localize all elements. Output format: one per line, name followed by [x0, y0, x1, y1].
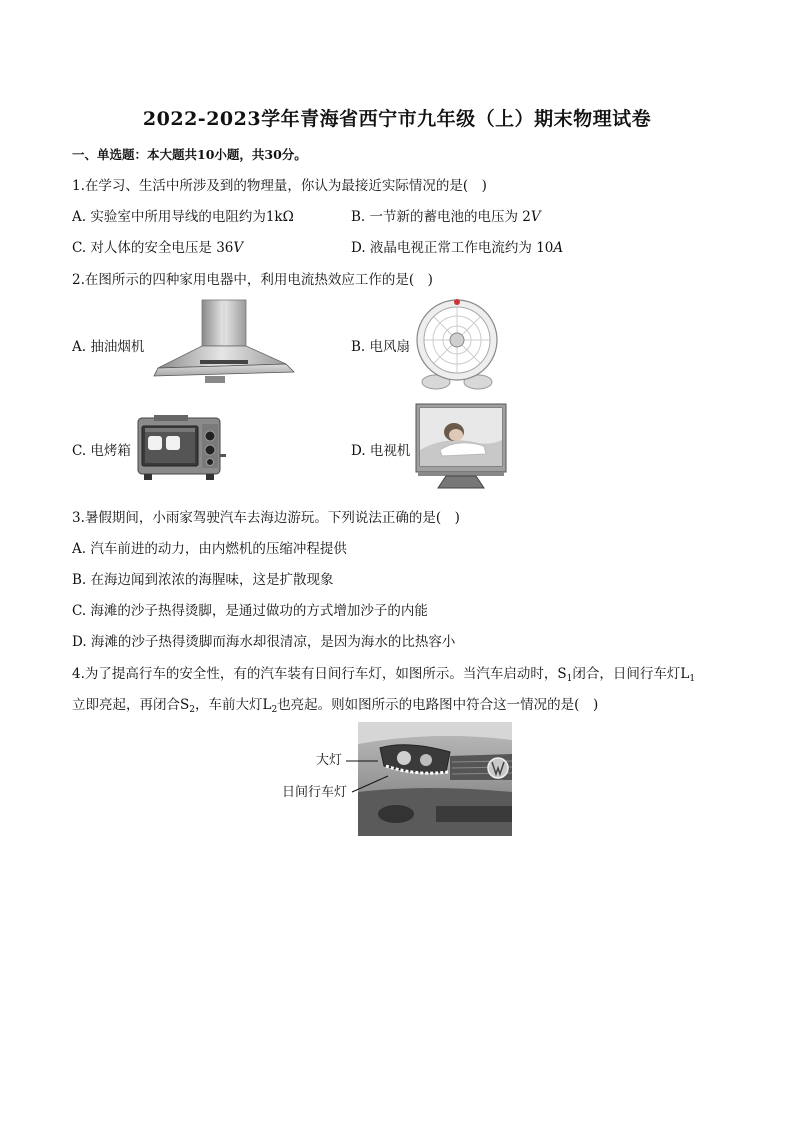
q2-stem: 2.在图所示的四种家用电器中，利用电流热效应工作的是( ) — [72, 272, 433, 288]
leader-lines — [344, 752, 404, 802]
q2-option-a: A. 抽油烟机 — [72, 339, 145, 355]
q2-option-d: D. 电视机 — [351, 443, 411, 459]
q3-stem: 3.暑假期间，小雨家驾驶汽车去海边游玩。下列说法正确的是( ) — [72, 510, 460, 526]
q1-option-d: D. 液晶电视正常工作电流约为 10A — [351, 240, 564, 256]
q3-option-d: D. 海滩的沙子热得烫脚而海水却很清凉，是因为海水的比热容小 — [72, 634, 456, 650]
q4-stem-line2: 立即亮起，再闭合$S_2$，车前大灯$L_2$也亮起。则如图所示的电路图中符合这一情况的是( ) — [72, 697, 599, 715]
label-headlight: 大灯 — [316, 753, 343, 768]
range-hood-image — [150, 298, 296, 384]
q3-option-a: A. 汽车前进的动力，由内燃机的压缩冲程提供 — [72, 541, 347, 557]
q1-option-c: C. 对人体的安全电压是 36V — [72, 240, 244, 256]
q4-stem-line1: 4.为了提高行车的安全性，有的汽车装有日间行车灯，如图所示。当汽车启动时，$S_1$闭合，日间行车灯$L_1$ — [72, 666, 696, 684]
q1-stem: 1.在学习、生活中所涉及到的物理量，你认为最接近实际情况的是( ) — [72, 178, 487, 194]
label-daytime-light: 日间行车灯 — [282, 785, 348, 800]
q3-option-b: B. 在海边闻到浓浓的海腥味，这是扩散现象 — [72, 572, 334, 588]
q2-option-b: B. 电风扇 — [351, 339, 411, 355]
electric-oven-image — [136, 414, 228, 484]
q1-option-a: A. 实验室中所用导线的电阻约为1kΩ — [72, 209, 294, 225]
section-heading: 一、单选题：本大题共10小题，共30分。 — [72, 147, 307, 162]
page-title: 2022-2023学年青海省西宁市九年级（上）期末物理试卷 — [142, 108, 652, 130]
electric-fan-image — [414, 298, 500, 390]
television-image — [414, 402, 508, 492]
q3-option-c: C. 海滩的沙子热得烫脚，是通过做功的方式增加沙子的内能 — [72, 603, 428, 619]
q2-option-c: C. 电烤箱 — [72, 443, 131, 459]
q1-option-b: B. 一节新的蓄电池的电压为 2V — [351, 209, 541, 225]
